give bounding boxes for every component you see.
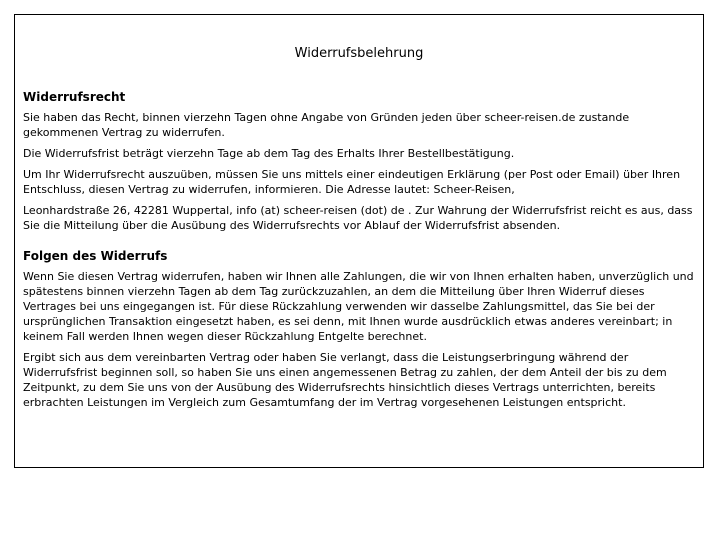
paragraph: Ergibt sich aus dem vereinbarten Vertrag oder haben Sie verlangt, dass die Leistungserbringung während der Widerrufsfrist beginnen soll, so haben Sie uns einen angemessenen Betrag zu zahlen, der dem Anteil der bis zu dem Zeitpunkt, zu dem Sie uns von der Ausübung des Widerrufsrechts hinsichtlich dieses Vertrags unterrichten, bereits erbrachten Leistungen im Vergleich zum Gesamtumfang der im Vertrag vorgesehenen Leistungen entspricht. [23,351,667,409]
document-frame [14,14,704,468]
section-heading-folgen-des-widerrufs: Folgen des Widerrufs [23,249,168,263]
paragraph: Sie haben das Recht, binnen vierzehn Tagen ohne Angabe von Gründen jeden über scheer-reisen.de zustande gekommenen Vertrag zu widerrufen. [23,111,630,139]
page-title: Widerrufsbelehrung [294,46,424,61]
paragraph: Leonhardstraße 26, 42281 Wuppertal, info (at) scheer-reisen (dot) de . Zur Wahrung der Widerrufsfrist reicht es aus, dass Sie die Mitteilung über die Ausübung des Widerrufsrechts vor Ablauf der Widerrufsfrist absenden. [23,204,693,232]
paragraph: Die Widerrufsfrist beträgt vierzehn Tage ab dem Tag des Erhalts Ihrer Bestellbestätigung. [23,147,515,160]
section-heading-widerrufsrecht: Widerrufsrecht [23,90,126,104]
paragraph: Wenn Sie diesen Vertrag widerrufen, haben wir Ihnen alle Zahlungen, die wir von Ihnen erhalten haben, unverzüglich und spätestens binnen vierzehn Tagen ab dem Tag zurückzuzahlen, an dem die Mitteilung über Ihren Widerruf dieses Vertrages bei uns eingegangen ist. Für diese Rückzahlung verwenden wir dasselbe Zahlungsmittel, das Sie bei der ursprünglichen Transaktion eingesetzt haben, es sei denn, mit Ihnen wurde ausdrücklich etwas anderes vereinbart; in keinem Fall werden Ihnen wegen dieser Rückzahlung Entgelte berechnet. [23,270,694,343]
paragraph: Um Ihr Widerrufsrecht auszuüben, müssen Sie uns mittels einer eindeutigen Erklärung (per Post oder Email) über Ihren Entschluss, diesen Vertrag zu widerrufen, informieren. Die Adresse lautet: Scheer-Reisen, [23,168,681,196]
